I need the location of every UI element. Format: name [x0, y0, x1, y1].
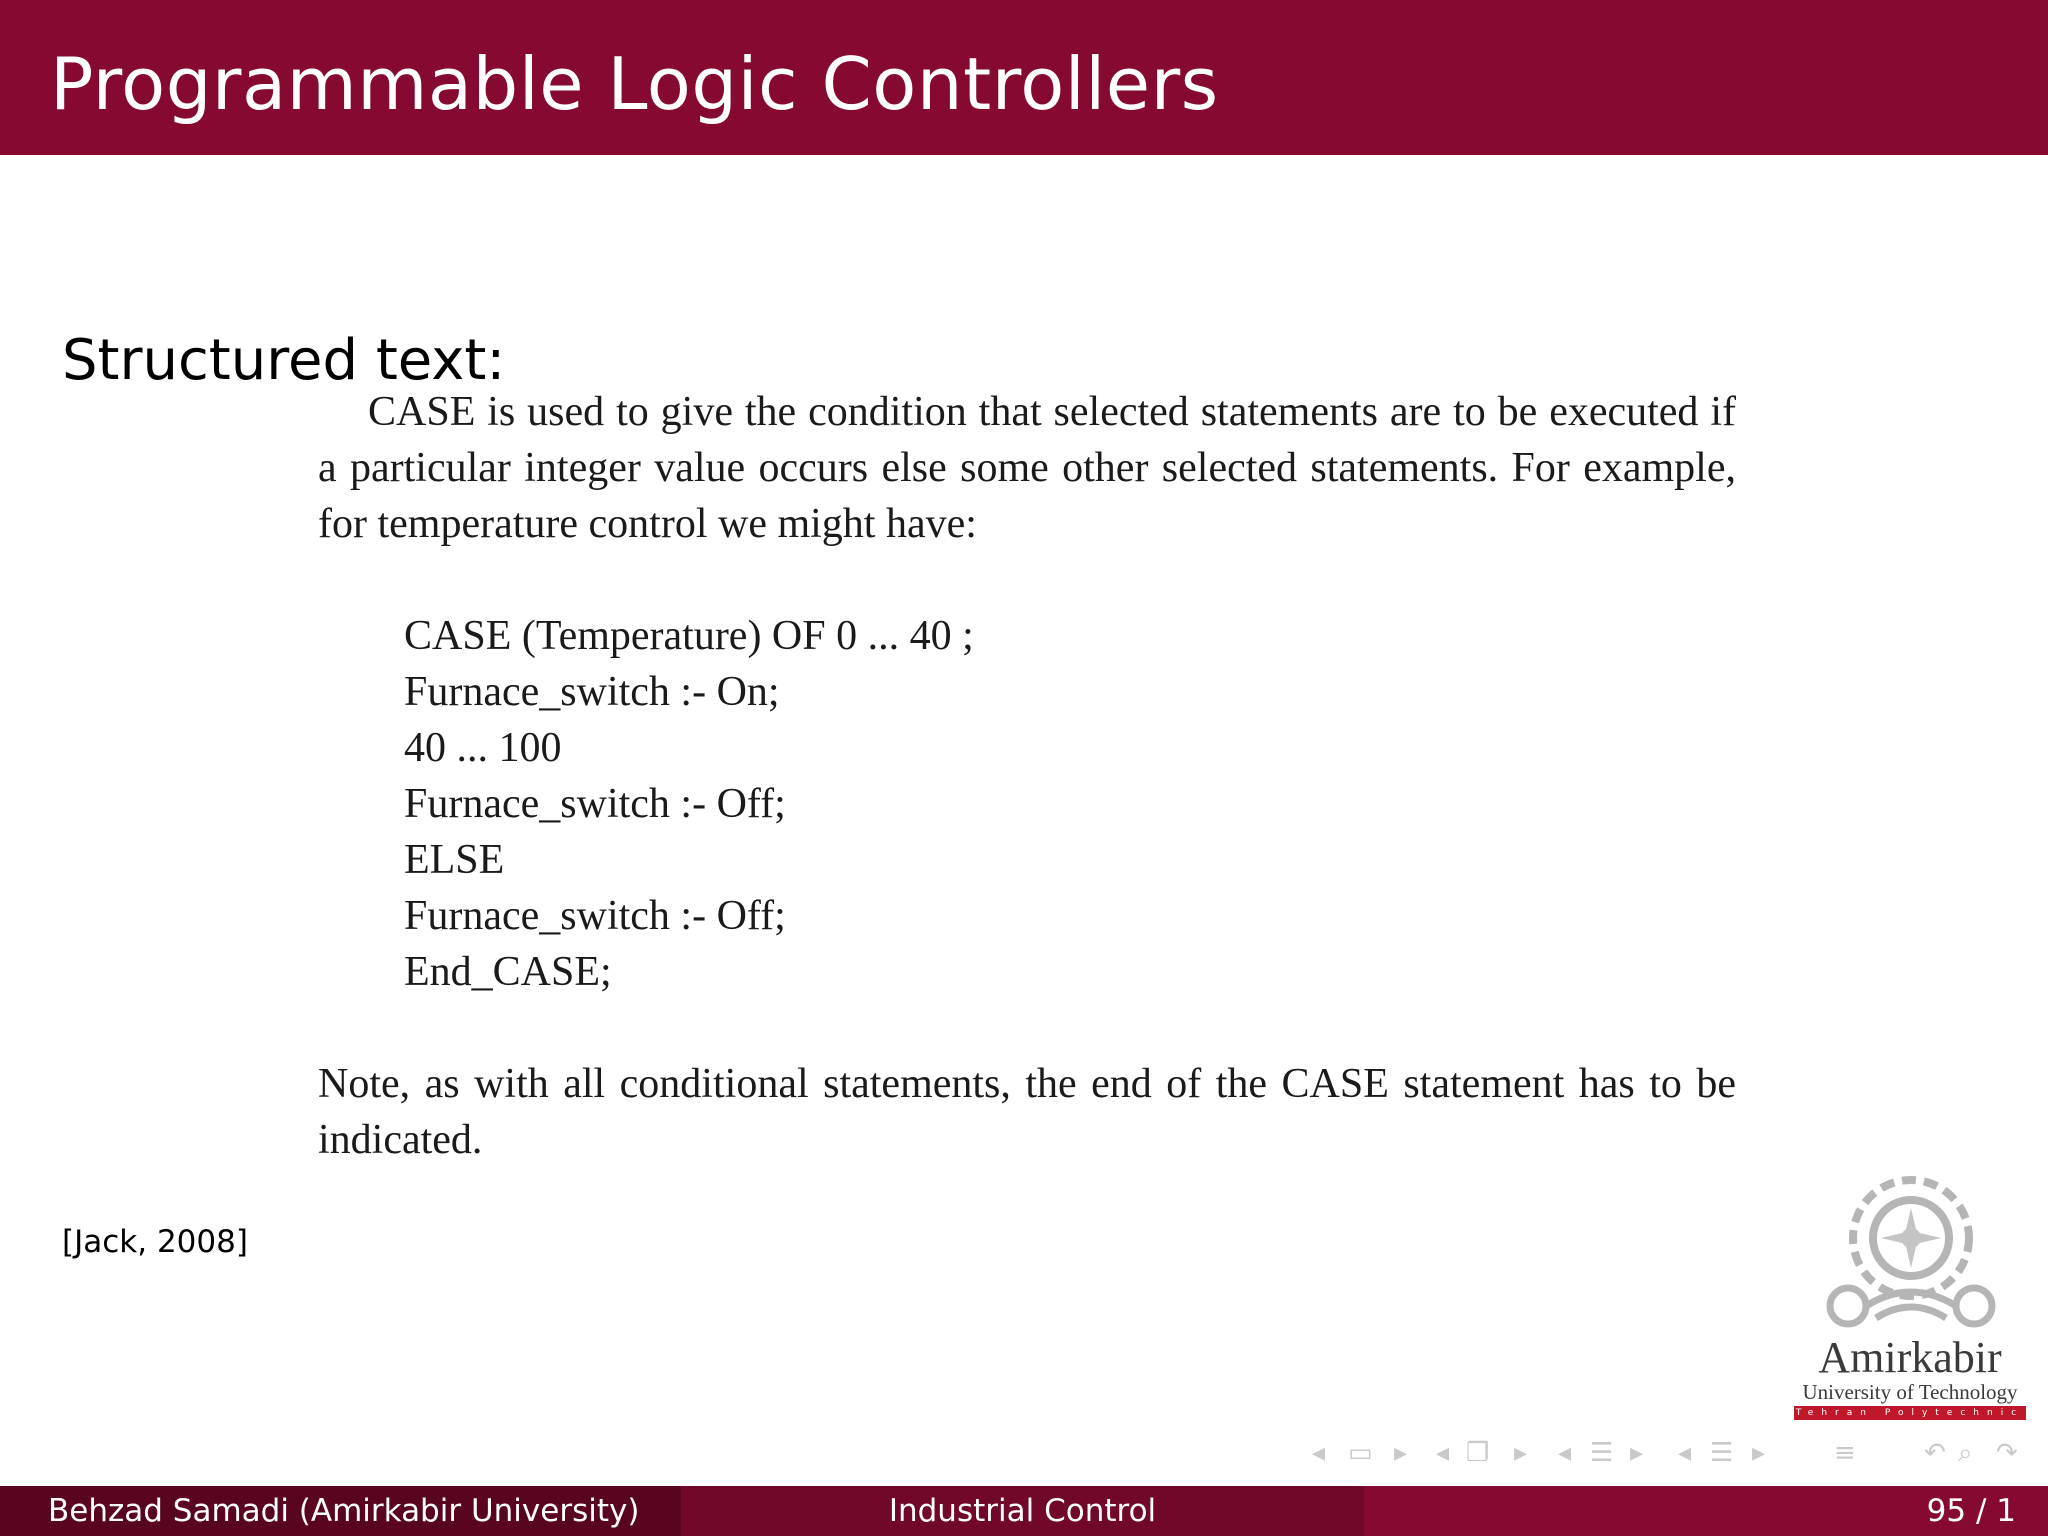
footer-page-section — [1364, 1486, 2048, 1536]
nav-prev-icon[interactable]: ◂ — [1436, 1438, 1450, 1468]
code-line: 40 ... 100 — [404, 725, 562, 771]
section-heading: Structured text: — [62, 328, 506, 393]
align-icon[interactable]: ≡ — [1834, 1438, 1856, 1468]
citation: [Jack, 2008] — [62, 1224, 248, 1260]
code-line: Furnace_switch :- Off; — [404, 781, 786, 827]
nav-prev-icon[interactable]: ◂ — [1312, 1438, 1326, 1468]
code-line: Furnace_switch :- Off; — [404, 893, 786, 939]
footer-course: Industrial Control — [888, 1493, 1157, 1529]
code-line: CASE (Temperature) OF 0 ... 40 ; — [404, 613, 974, 659]
nav-next-icon[interactable]: ▸ — [1752, 1438, 1766, 1468]
code-line: ELSE — [404, 837, 505, 883]
nav-next-icon[interactable]: ▸ — [1630, 1438, 1644, 1468]
nav-prev-icon[interactable]: ◂ — [1678, 1438, 1692, 1468]
logo-name: Amirkabir — [1818, 1333, 2002, 1382]
search-icon[interactable]: ⌕ — [1958, 1438, 1973, 1468]
subsection-icon[interactable]: ❐ — [1466, 1438, 1490, 1468]
nav-next-icon[interactable]: ▸ — [1514, 1438, 1528, 1468]
intro-paragraph: CASE is used to give the condition that selected statements are to be executed if a particular integer value occurs else some other selected statements. For example, for temperature control we might have: — [318, 389, 1736, 547]
section-icon[interactable]: ☰ — [1590, 1438, 1614, 1468]
page-number: 95 / 1 — [1926, 1493, 2016, 1529]
excerpt-block — [318, 384, 1736, 1168]
logo-strip: Tehran Polytechnic — [1795, 1408, 2025, 1418]
undo-icon[interactable]: ↶ — [1924, 1438, 1946, 1468]
footer-bar — [0, 1486, 2048, 1536]
frame-icon[interactable]: ▭ — [1348, 1438, 1373, 1468]
slide-title: Programmable Logic Controllers — [50, 42, 1219, 126]
footer-author: Behzad Samadi (Amirkabir University) — [48, 1493, 640, 1529]
nav-next-icon[interactable]: ▸ — [1394, 1438, 1408, 1468]
university-seal-icon — [1826, 1168, 1996, 1338]
code-line: End_CASE; — [404, 949, 612, 995]
university-logo — [1790, 1168, 2030, 1418]
nav-prev-icon[interactable]: ◂ — [1558, 1438, 1572, 1468]
logo-subtitle: University of Technology — [1802, 1380, 2018, 1404]
title-bar — [0, 0, 2048, 155]
footer-course-section — [681, 1486, 1364, 1536]
code-listing — [404, 608, 1736, 1000]
note-paragraph: Note, as with all conditional statements, the end of the CASE statement has to be indicated. — [318, 1061, 1736, 1163]
code-line: Furnace_switch :- On; — [404, 669, 780, 715]
redo-icon[interactable]: ↷ — [1996, 1438, 2018, 1468]
section-icon[interactable]: ☰ — [1710, 1438, 1734, 1468]
beamer-navigation — [1312, 1438, 2028, 1474]
footer-author-section — [0, 1486, 681, 1536]
